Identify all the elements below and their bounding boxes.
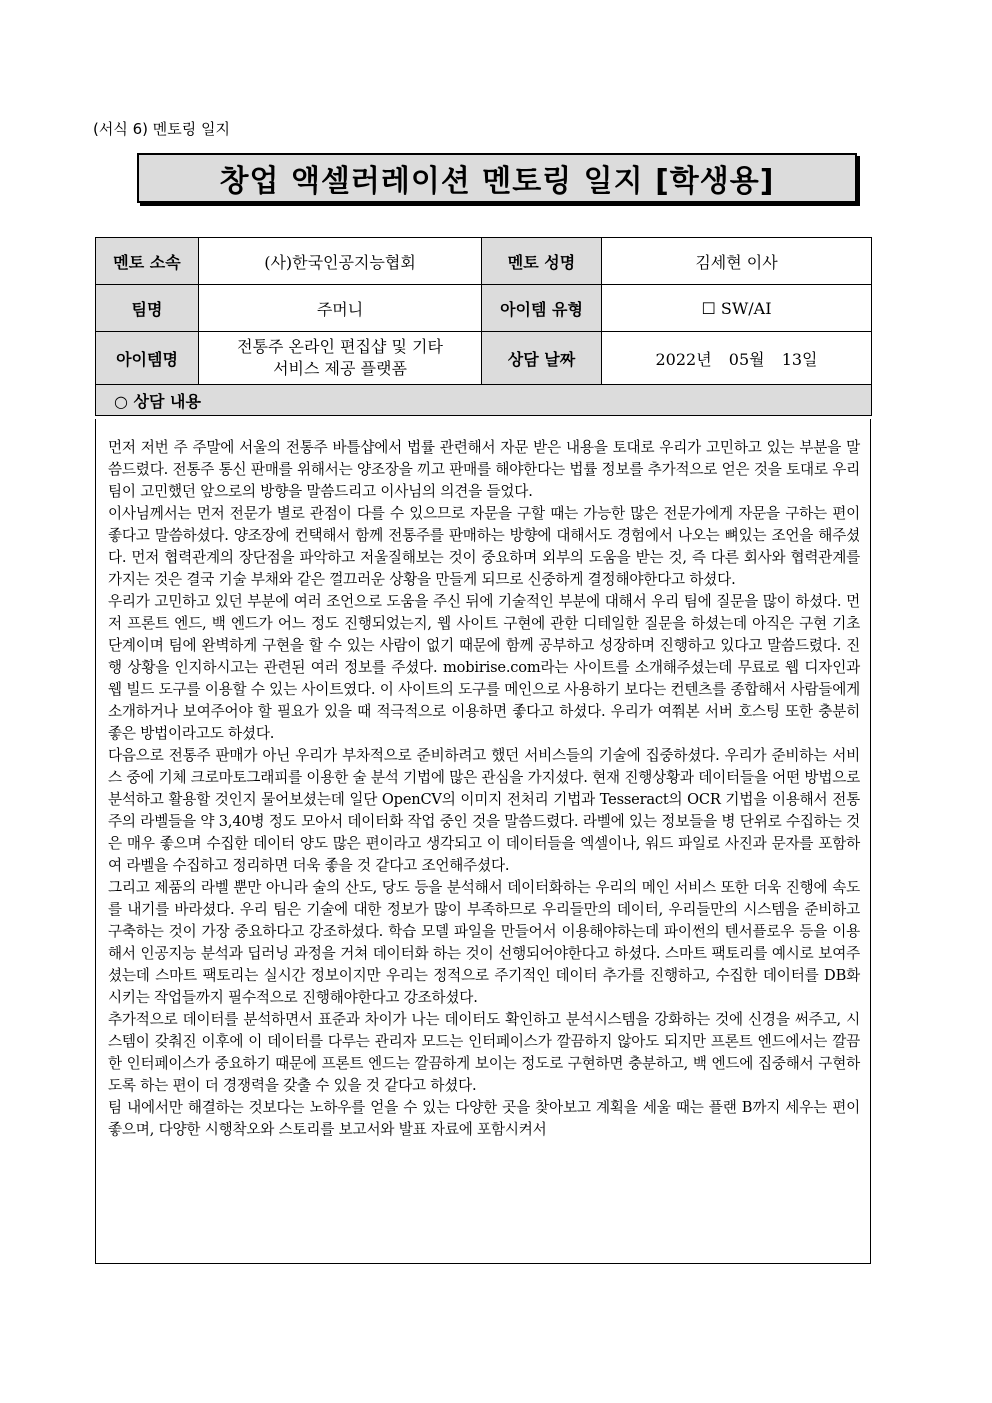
item-name-value	[199, 332, 482, 385]
paragraph: 우리가 고민하고 있던 부분에 여러 조언으로 도움을 주신 뒤에 기술적인 부분에 대해서 우리 팀에 질문을 많이 하셨다. 먼저 프론트 엔드, 백 엔드가 어느 정도 진행되었는지, 웹 사이트 구현에 관한 디테일한 질문을 하셨는데 아직은 구현 기초 단계이며 팀에 완벽하게 구현을 할 수 있는 사람이 없기 때문에 함께 공부하고 성장하며 진행하고 있다고 말씀드렸다. 진행 상황을 인지하시고는 관련된 여러 정보를 주셨다. mobirise.com라는 사이트를 소개해주셨는데 무료로 웹 디자인과 웹 빌드 도구를 이용할 수 있는 사이트였다. 이 사이트의 도구를 메인으로 사용하기 보다는 컨텐츠를 종합해서 사람들에게 소개하거나 보여주어야 할 필요가 있을 때 적극적으로 이용하면 좋다고 하셨다. 우리가 여쭤본 서버 호스팅 또한 충분히 좋은 방법이라고도 하셨다.	[108, 593, 861, 742]
mentor-org-value: (사)한국인공지능협회	[199, 238, 482, 285]
paragraph: 이사님께서는 먼저 전문가 별로 관점이 다를 수 있으므로 자문을 구할 때는 가능한 많은 전문가에게 자문을 구하는 편이 좋다고 말씀하셨다. 양조장에 컨택해서 함께 전통주를 판매하는 방향에 대해서도 경험에서 나오는 뼈있는 조언을 해주셨다. 먼저 협력관계의 장단점을 파악하고 저울질해보는 것이 중요하며 외부의 도움을 받는 것, 즉 다른 회사와 협력관계를 가지는 것은 결국 기술 부채와 같은 껄끄러운 상황을 만들게 되므로 신중하게 결정해야한다고 하셨다.	[108, 505, 860, 588]
document-title: 창업 액셀러레이션 멘토링 일지 [학생용]	[137, 153, 857, 203]
item-name-line2: 서비스 제공 플랫폼	[273, 359, 407, 378]
item-type-value: ☐ SW/AI	[602, 285, 872, 332]
mentor-name-label: 멘토 성명	[482, 238, 602, 285]
date-value	[602, 332, 872, 385]
section-title: ○ 상담 내용	[96, 385, 872, 416]
date-label: 상담 날짜	[482, 332, 602, 385]
mentor-org-label: 멘토 소속	[96, 238, 199, 285]
date-day: 13일	[781, 349, 818, 369]
consultation-content	[95, 419, 871, 1264]
team-value: 주머니	[199, 285, 482, 332]
paragraph: 팀 내에서만 해결하는 것보다는 노하우를 얻을 수 있는 다양한 곳을 찾아보고 계획을 세울 때는 플랜 B까지 세우는 편이 좋으며, 다양한 시행착오와 스토리를 보고서와 발표 자료에 포함시켜서	[108, 1099, 860, 1138]
paragraph: 먼저 저번 주 주말에 서울의 전통주 바틀샵에서 법률 관련해서 자문 받은 내용을 토대로 우리가 고민하고 있는 부분을 말씀드렸다. 전통주 통신 판매를 위해서는 양조장을 끼고 판매를 해야한다는 법률 정보를 추가적으로 얻은 것을 토대로 우리 팀이 고민했던 앞으로의 방향을 말씀드리고 이사님의 의견을 들었다.	[108, 439, 861, 500]
paragraph: 그리고 제품의 라벨 뿐만 아니라 술의 산도, 당도 등을 분석해서 데이터화하는 우리의 메인 서비스 또한 더욱 진행에 속도를 내기를 바라셨다. 우리 팀은 기술에 대한 정보가 많이 부족하므로 우리들만의 데이터, 우리들만의 시스템을 준비하고 구축하는 것이 가장 중요하다고 강조하셨다. 학습 모델 파일을 만들어서 이용해야하는데 파이썬의 텐서플로우 등을 이용해서 인공지능 분석과 딥러닝 과정을 거쳐 데이터화 하는 것이 선행되어야한다고 하셨다. 스마트 팩토리를 예시로 보여주셨는데 스마트 팩토리는 실시간 정보이지만 우리는 정적으로 주기적인 데이터 추가를 진행하고, 수집한 데이터를 DB화 시키는 작업들까지 필수적으로 진행해야한다고 강조하셨다.	[108, 879, 860, 1006]
item-name-label: 아이템명	[96, 332, 199, 385]
form-label: (서식 6) 멘토링 일지	[93, 120, 230, 138]
date-year: 2022년	[655, 349, 712, 369]
paragraph: 다음으로 전통주 판매가 아닌 우리가 부차적으로 준비하려고 했던 서비스들의 기술에 집중하셨다. 우리가 준비하는 서비스 중에 기체 크로마토그래피를 이용한 술 분석 기법에 많은 관심을 가지셨다. 현재 진행상황과 데이터들을 어떤 방법으로 분석하고 활용할 것인지 물어보셨는데 일단 OpenCV의 이미지 전처리 기법과 Tesseract의 OCR 기법을 이용해서 전통주의 라벨들을 약 3,40병 정도 모아서 데이터화 작업 중인 것을 말씀드렸다. 라벨에 있는 정보들을 병 단위로 수집하는 것은 매우 좋으며 수집한 데이터 양도 많은 편이라고 생각되고 이 데이터들을 엑셀이나, 워드 파일로 사진과 문자를 포함하여 라벨을 수집하고 정리하면 더욱 좋을 것 같다고 조언해주셨다.	[108, 747, 861, 874]
paragraph: 추가적으로 데이터를 분석하면서 표준과 차이가 나는 데이터도 확인하고 분석시스템을 강화하는 것에 신경을 써주고, 시스템이 갖춰진 이후에 이 데이터를 다루는 관리자 모드는 인터페이스가 깔끔하지 않아도 되지만 프론트 엔드에서는 깔끔한 인터페이스가 중요하기 때문에 프론트 엔드는 깔끔하게 보이는 정도로 구현하면 충분하고, 백 엔드에 집중해서 구현하도록 하는 편이 더 경쟁력을 갖출 수 있을 것 같다고 하셨다.	[108, 1011, 860, 1094]
info-table	[95, 237, 872, 416]
item-type-label: 아이템 유형	[482, 285, 602, 332]
team-label: 팀명	[96, 285, 199, 332]
item-name-line1: 전통주 온라인 편집샵 및 기타	[237, 337, 443, 356]
mentor-name-value: 김세현 이사	[602, 238, 872, 285]
date-month: 05월	[728, 349, 765, 369]
